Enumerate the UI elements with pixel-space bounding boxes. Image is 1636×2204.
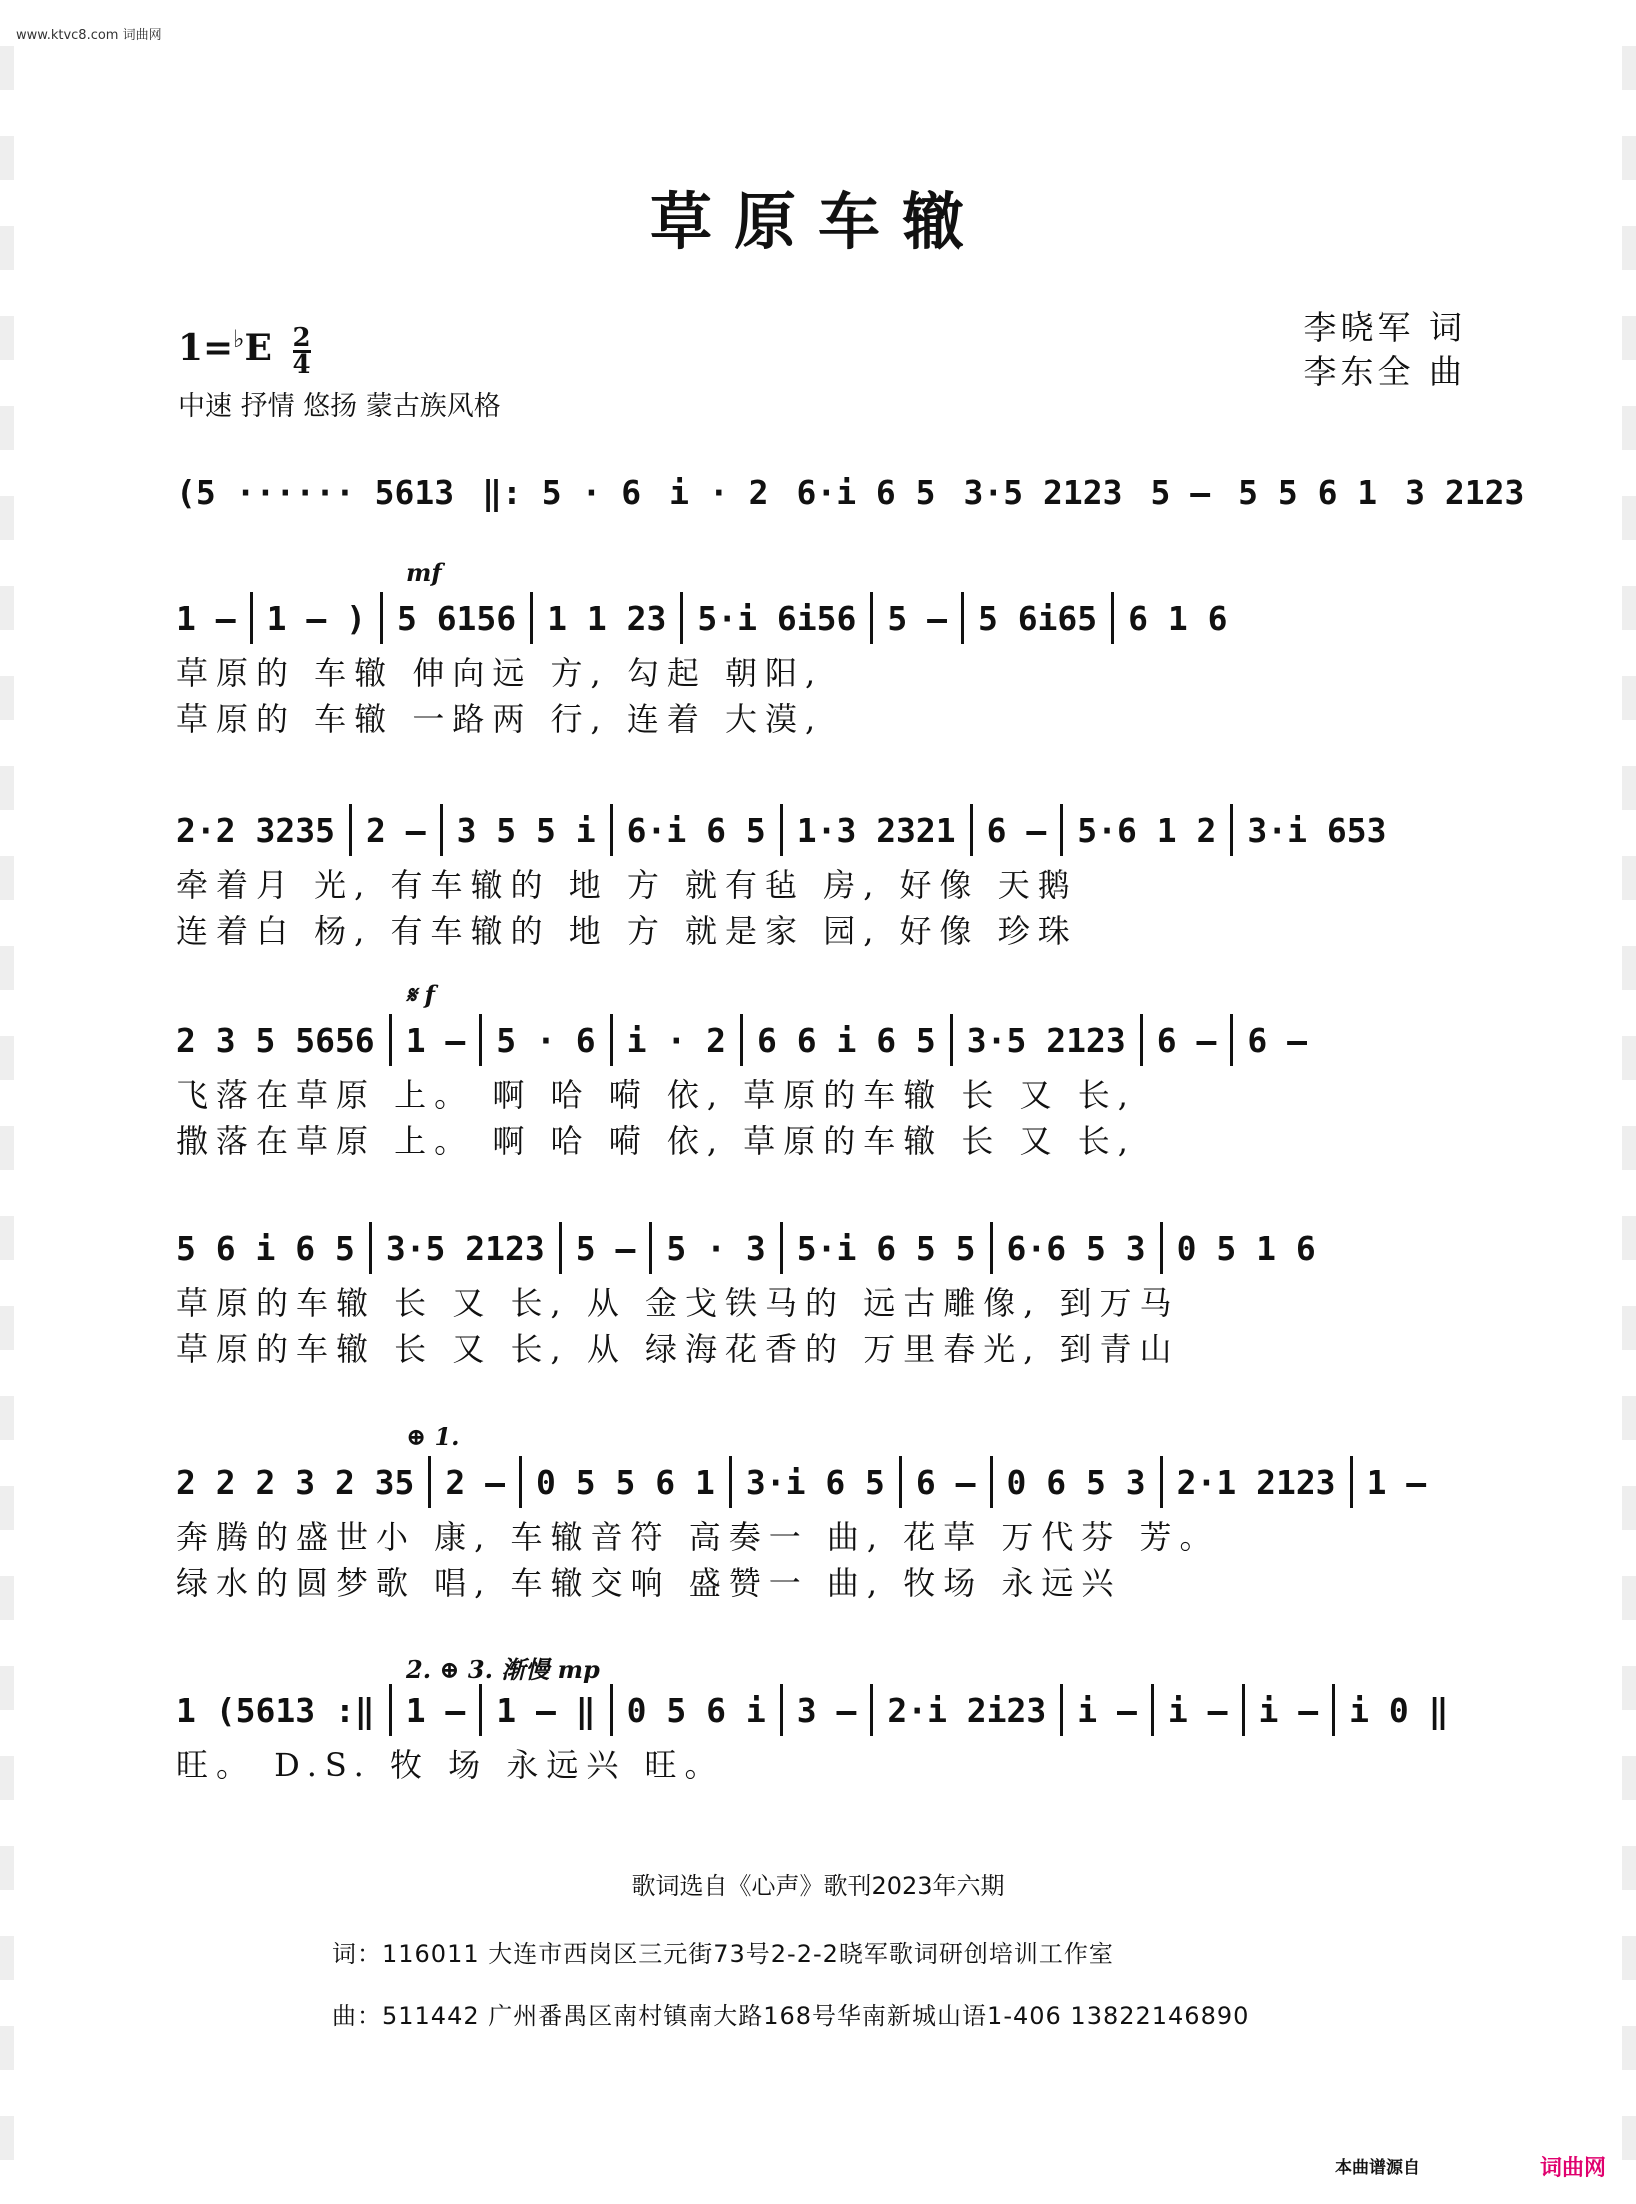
tempo-marking: 中速 抒情 悠扬 蒙古族风格 [178,391,501,422]
bar-line [970,804,973,856]
bar-line [729,1456,732,1508]
measure: 0 5 6 i [626,1690,766,1730]
measure: 2 – [445,1462,506,1502]
lyric-line: 草原的车辙 长 又 长, 从 金戈铁马的 远古雕像, 到万马 [176,1284,1180,1322]
lyric-line: 撒落在草原 上。 啊 哈 嗬 依, 草原的车辙 长 又 长, [176,1122,1136,1160]
measure: 6·6 5 3 [1006,1228,1146,1268]
bar-line [250,592,253,644]
measure: (5 ······ 5613 [176,472,455,512]
lyricist-credit: 李晓军 词 [1303,308,1466,347]
measure: 3 5 5 i [456,810,596,850]
score-row [176,558,1466,740]
measure: 5·i 6 5 5 [796,1228,976,1268]
bar-line [649,1222,652,1274]
lyric-line: 牵着月 光, 有车辙的 地 方 就有毡 房, 好像 天鹅 [176,866,1078,904]
measure: 6 – [1247,1020,1307,1060]
score-row [176,1218,1466,1370]
lyric-line: 草原的车辙 长 又 长, 从 绿海花香的 万里春光, 到青山 [176,1330,1180,1368]
bar-line [1060,804,1063,856]
time-top: 2 [292,322,311,353]
measure: 1 – [405,1020,466,1060]
measure: 3 – [796,1690,857,1730]
lyric-line: 草原的 车辙 伸向远 方, 勾起 朝阳, [176,654,824,692]
measure: 5 – [1150,472,1211,512]
dynamic-mark: ⊕ 1. [406,1422,460,1451]
bar-line [1332,1684,1335,1736]
bar-line [559,1222,562,1274]
dynamic-mark: mf [406,558,442,587]
composer-address: 曲：511442 广州番禺区南村镇南大路168号华南新城山语1-406 13822146890 [332,2002,1250,2030]
site-url[interactable]: www.ktvc8.com 词曲网 [16,28,162,43]
bar-line [479,1014,482,1066]
score-row [176,462,1525,522]
bar-line [380,592,383,644]
bar-line [961,592,964,644]
measure: 5 5 6 1 [1238,472,1378,512]
measure: 5·6 1 2 [1077,810,1217,850]
bar-line [680,592,683,644]
measure: 5 6156 [396,598,517,638]
bar-line [369,1222,372,1274]
measure: i · 2 [669,472,769,512]
bar-line [1160,1222,1163,1274]
measure: 1 (5613 :‖ [176,1690,375,1730]
notation-line [176,1218,1466,1278]
notation-line [176,1010,1466,1070]
measure: 0 5 1 6 [1176,1228,1316,1268]
measure: i – [1258,1690,1319,1730]
bar-line [899,1456,902,1508]
measure: 5 – [887,598,947,638]
score-row [176,800,1466,952]
bar-line [870,1684,873,1736]
measure: 2·1 2123 [1176,1462,1336,1502]
key-signature [178,322,311,380]
measure: 6·i 6 5 [626,810,766,850]
composer-credit: 李东全 曲 [1303,352,1466,391]
bar-line [610,804,613,856]
measure: 6 6 i 6 5 [756,1020,936,1060]
measure: 5 6 i 6 5 [176,1228,355,1268]
measure: 1 – [176,598,236,638]
measure: 3·i 6 5 [745,1462,885,1502]
measure: 1 1 23 [547,598,667,638]
key-prefix: 1= [178,327,234,369]
measure: 2 2 2 3 2 35 [176,1462,415,1502]
measure: 5 6i65 [977,598,1098,638]
bar-line [389,1014,392,1066]
notation-line [176,588,1466,648]
bar-line [870,592,873,644]
lyric-line: 连着白 杨, 有车辙的 地 方 就是家 园, 好像 珍珠 [176,912,1078,950]
measure: i · 2 [626,1020,726,1060]
bar-line [440,804,443,856]
measure: 1 – [405,1690,466,1730]
footer-source-label: 本曲谱源自 [1335,2158,1420,2178]
bar-line [610,1684,613,1736]
measure: 2·i 2i23 [887,1690,1047,1730]
bar-line [519,1456,522,1508]
measure: 3·i 653 [1247,810,1387,850]
lyric-line: 绿水的圆梦歌 唱, 车辙交响 盛赞一 曲, 牧场 永远兴 [176,1564,1122,1602]
bar-line [428,1456,431,1508]
measure: 6·i 6 5 [796,472,936,512]
key-note: E [244,327,272,369]
measure: 5·i 6i56 [697,598,857,638]
bar-line [1350,1456,1353,1508]
flat-symbol: ♭ [233,324,245,353]
bar-line [1230,804,1233,856]
measure: 5 – [575,1228,636,1268]
bar-line [479,1684,482,1736]
measure: 1·3 2321 [796,810,956,850]
measure: 6 1 6 [1128,598,1228,638]
bar-line [349,804,352,856]
measure: 3·5 2123 [385,1228,545,1268]
measure: i – [1167,1690,1228,1730]
bar-line [990,1456,993,1508]
measure: 3 2123 [1405,472,1525,512]
measure: 2 – [365,810,426,850]
measure: 5 · 6 [496,1020,596,1060]
bar-line [610,1014,613,1066]
bar-line [990,1222,993,1274]
measure: i – [1077,1690,1137,1730]
credits [1304,306,1467,394]
lyric-line: 草原的 车辙 一路两 行, 连着 大漠, [176,700,824,738]
measure: 3·5 2123 [963,472,1123,512]
measure: 2·2 3235 [176,810,335,850]
notation-line [176,1680,1466,1740]
score-row [176,980,1466,1162]
measure: 0 5 5 6 1 [536,1462,715,1502]
score-row [176,1422,1466,1604]
song-title: 草原车辙 [649,185,986,258]
bar-line [740,1014,743,1066]
measure: ‖: 5 · 6 [482,472,642,512]
bar-line [389,1684,392,1736]
lyric-line: 飞落在草原 上。 啊 哈 嗬 依, 草原的车辙 长 又 长, [176,1076,1136,1114]
bar-line [780,804,783,856]
lyric-line: 奔腾的盛世小 康, 车辙音符 高奏一 曲, 花草 万代芬 芳。 [176,1518,1220,1556]
bar-line [1151,1684,1154,1736]
lyric-line: 旺。 D.S. 牧 场 永远兴 旺。 [176,1746,725,1784]
dynamic-mark: 2. ⊕ 3. 渐慢 mp [406,1655,600,1684]
measure: 6 – [986,810,1047,850]
measure: 1 – ‖ [496,1690,596,1730]
measure: 6 – [1156,1020,1217,1060]
bar-line [950,1014,953,1066]
footer-site-logo[interactable]: 词曲网 [1539,2156,1606,2181]
measure: 2 3 5 5656 [176,1020,375,1060]
bar-line [780,1222,783,1274]
bar-line [530,592,533,644]
bar-line [1242,1684,1245,1736]
dynamic-mark: 𝄋 f [406,980,435,1009]
time-bottom: 4 [292,349,311,380]
bar-line [1111,592,1114,644]
bar-line [1140,1014,1143,1066]
measure: 0 6 5 3 [1006,1462,1146,1502]
bar-line [1160,1456,1163,1508]
score-row [176,1655,1466,1786]
measure: 1 – ) [266,598,366,638]
bar-line [780,1684,783,1736]
notation-line [176,1452,1466,1512]
bar-line [1060,1684,1063,1736]
measure: 1 – [1366,1462,1427,1502]
measure: i 0 ‖ [1349,1690,1449,1730]
notation-line [176,800,1466,860]
measure: 3·5 2123 [966,1020,1126,1060]
lyricist-address: 词：116011 大连市西岗区三元街73号2-2-2晓军歌词研创培训工作室 [332,1940,1114,1968]
measure: 6 – [915,1462,976,1502]
notation-line [176,462,1525,522]
time-signature [292,322,311,380]
source-note: 歌词选自《心声》歌刊2023年六期 [631,1872,1005,1900]
bar-line [1230,1014,1233,1066]
measure: 5 · 3 [666,1228,766,1268]
